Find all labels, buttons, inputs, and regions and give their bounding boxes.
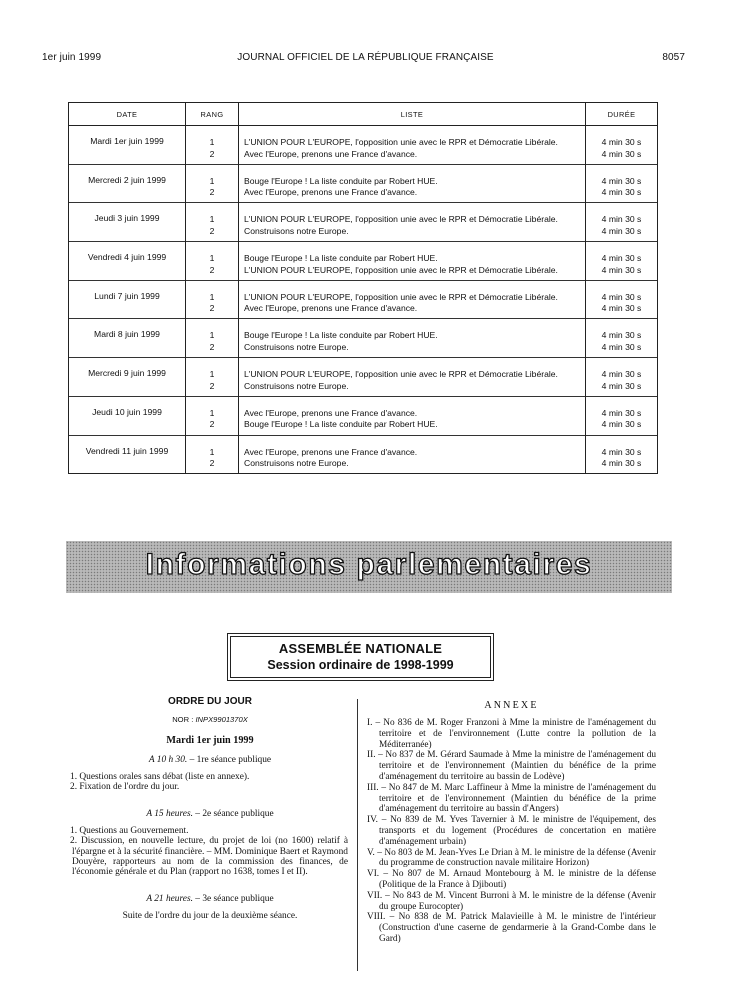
- table-row: [69, 396, 658, 435]
- date-cell: [69, 164, 186, 203]
- broadcast-date: Mercredi 2 juin 1999: [88, 174, 166, 185]
- table-row: [69, 203, 658, 242]
- session-name: Session ordinaire de 1998-1999: [267, 658, 454, 672]
- duration-value: 4 min 30 s: [601, 175, 642, 186]
- duration-value: 4 min 30 s: [601, 137, 642, 147]
- list-name: Avec l'Europe, prenons une France d'avance.: [244, 446, 418, 457]
- rank-value: 1: [209, 369, 215, 380]
- rang-cell: [186, 126, 239, 165]
- list-name: Avec l'Europe, prenons une France d'avance.: [244, 148, 418, 159]
- list-name: L'UNION POUR L'EUROPE, l'opposition unie avec le RPR et Démocratie Libérale.: [244, 369, 558, 380]
- list-name: Avec l'Europe, prenons une France d'avance.: [244, 407, 418, 418]
- duration-value: 4 min 30 s: [601, 253, 642, 264]
- liste-cell: [239, 396, 586, 435]
- annexe-item: II. – No 837 de M. Gérard Saumade à Mme la ministre de l'aménagement du territoire et de l'environnement (Maintien du bénéfice de la prime d'aménagement du territoire au bassin de Lodève): [367, 750, 656, 782]
- broadcast-date: Vendredi 11 juin 1999: [85, 445, 169, 456]
- broadcast-date: Vendredi 4 juin 1999: [87, 252, 167, 263]
- rank-value: 1: [209, 446, 215, 457]
- broadcast-date: Lundi 7 juin 1999: [94, 290, 160, 301]
- list-name: L'UNION POUR L'EUROPE, l'opposition unie avec le RPR et Démocratie Libérale.: [244, 137, 558, 147]
- assembly-heading-box: [230, 636, 491, 678]
- list-name: Avec l'Europe, prenons une France d'avance.: [244, 303, 418, 314]
- list-name: Construisons notre Europe.: [244, 380, 349, 391]
- rang-cell: [186, 319, 239, 358]
- rank-value: 2: [209, 419, 215, 430]
- table-row: [69, 242, 658, 281]
- date-cell: [69, 126, 186, 165]
- list-name: L'UNION POUR L'EUROPE, l'opposition unie avec le RPR et Démocratie Libérale.: [244, 264, 558, 275]
- agenda-title: ORDRE DU JOUR: [168, 696, 252, 707]
- rank-value: 2: [209, 264, 215, 275]
- duree-cell: [586, 358, 658, 397]
- duree-cell: [586, 319, 658, 358]
- duree-cell: [586, 203, 658, 242]
- table-row: [69, 164, 658, 203]
- duration-value: 4 min 30 s: [601, 187, 642, 198]
- duration-value: 4 min 30 s: [601, 458, 642, 468]
- banner-title: Informations parlementaires: [145, 548, 593, 581]
- duree-cell: [586, 242, 658, 281]
- session-1-label: – 1re séance publique: [189, 755, 272, 765]
- column-header-date: DATE: [69, 103, 186, 126]
- session-1-items: [72, 772, 348, 793]
- rank-value: 1: [209, 330, 215, 341]
- annexe-item: V. – No 803 de M. Jean-Yves Le Drian à M. le ministre de la défense (Avenir du programme de construction navale militaire Horizon): [367, 847, 656, 869]
- broadcast-date: Mardi 8 juin 1999: [94, 329, 160, 340]
- rang-cell: [186, 358, 239, 397]
- column-header-liste: LISTE: [239, 103, 586, 126]
- annexe-item: III. – No 847 de M. Marc Laffineur à Mme la ministre de l'aménagement du territoire et de l'environnement (Maintien du bénéfice de la prime d'aménagement du territoire au bassin d'Angers): [367, 782, 656, 815]
- list-name: L'UNION POUR L'EUROPE, l'opposition unie avec le RPR et Démocratie Libérale.: [244, 214, 558, 225]
- rank-value: 2: [209, 225, 215, 236]
- list-name: Bouge l'Europe ! La liste conduite par Robert HUE.: [244, 330, 438, 341]
- duration-value: 4 min 30 s: [601, 225, 642, 236]
- session-2-heading: [72, 809, 348, 819]
- session-1-heading: [72, 755, 348, 765]
- duration-value: 4 min 30 s: [601, 291, 642, 302]
- list-name: Construisons notre Europe.: [244, 458, 349, 468]
- rank-value: 2: [209, 303, 215, 314]
- rank-value: 1: [209, 407, 215, 418]
- rank-value: 2: [209, 148, 215, 159]
- rank-value: 1: [209, 214, 215, 225]
- column-header-rang: RANG: [186, 103, 239, 126]
- duration-value: 4 min 30 s: [601, 419, 642, 430]
- liste-cell: [239, 242, 586, 281]
- annexe-item: I. – No 836 de M. Roger Franzoni à Mme la ministre de l'aménagement du territoire et de l'environnement (Lutte contre la pollution de la Méditerranée): [367, 718, 656, 750]
- liste-cell: [239, 435, 586, 474]
- annexe-title: ANNEXE: [484, 700, 539, 711]
- rank-value: 2: [209, 341, 215, 352]
- rank-value: 2: [209, 187, 215, 198]
- assembly-name: ASSEMBLÉE NATIONALE: [278, 641, 443, 656]
- date-cell: [69, 435, 186, 474]
- rank-value: 1: [209, 253, 215, 264]
- rank-value: 1: [209, 137, 215, 147]
- table-row: [69, 280, 658, 319]
- session-1-time: A 10 h 30.: [148, 755, 188, 765]
- list-name: Construisons notre Europe.: [244, 341, 349, 352]
- column-header-duree: DURÉE: [586, 103, 658, 126]
- duree-cell: [586, 126, 658, 165]
- rang-cell: [186, 242, 239, 281]
- nor-reference: [72, 715, 348, 724]
- list-name: Avec l'Europe, prenons une France d'avance.: [244, 187, 418, 198]
- duree-cell: [586, 396, 658, 435]
- annexe-item: VI. – No 807 de M. Arnaud Montebourg à M. le ministre de la défense (Politique de la France à Djibouti): [367, 869, 656, 890]
- nor-label: NOR :: [172, 715, 194, 724]
- broadcast-date: Mercredi 9 juin 1999: [88, 368, 166, 379]
- duration-value: 4 min 30 s: [601, 330, 642, 341]
- duration-value: 4 min 30 s: [601, 341, 642, 352]
- session-3-label: – 3e séance publique: [195, 893, 274, 904]
- date-cell: [69, 203, 186, 242]
- session-3-time: A 21 heures.: [146, 893, 193, 904]
- table-row: [69, 358, 658, 397]
- session-2-time: A 15 heures.: [146, 808, 193, 819]
- annexe-item: VIII. – No 838 de M. Patrick Malavieille à M. le ministre de l'intérieur (Construction d'une caserne de gendarmerie à la Grand-Combe dans le Gard): [367, 912, 656, 944]
- duration-value: 4 min 30 s: [601, 380, 642, 391]
- table-row: [69, 435, 658, 474]
- duration-value: 4 min 30 s: [601, 369, 642, 380]
- liste-cell: [239, 319, 586, 358]
- liste-cell: [239, 203, 586, 242]
- list-name: Bouge l'Europe ! La liste conduite par Robert HUE.: [244, 175, 438, 186]
- duree-cell: [586, 435, 658, 474]
- duree-cell: [586, 164, 658, 203]
- table-header-row: [69, 103, 658, 126]
- annexe-item: VII. – No 843 de M. Vincent Burroni à M. le ministre de la défense (Avenir du groupe Eurocopter): [367, 890, 656, 912]
- session-2-label: – 2e séance publique: [195, 808, 274, 819]
- rang-cell: [186, 280, 239, 319]
- annexe-item: IV. – No 839 de M. Yves Tavernier à M. le ministre de l'équipement, des transports et du logement (Procédures de concertation en matière d'aménagement urbain): [367, 815, 656, 847]
- table-row: [69, 126, 658, 165]
- agenda-item: 1. Questions au Gouvernement.: [70, 825, 189, 836]
- rank-value: 1: [209, 175, 215, 186]
- duration-value: 4 min 30 s: [601, 264, 642, 275]
- date-cell: [69, 396, 186, 435]
- rank-value: 2: [209, 380, 215, 391]
- agenda-column: [72, 696, 348, 921]
- nor-code: INPX9901370X: [195, 715, 248, 724]
- session-3-heading: [72, 894, 348, 904]
- date-cell: [69, 242, 186, 281]
- agenda-item: 1. Questions orales sans débat (liste en annexe).: [70, 772, 250, 782]
- liste-cell: [239, 358, 586, 397]
- annexe-column: [367, 700, 656, 945]
- rang-cell: [186, 396, 239, 435]
- rank-value: 1: [209, 291, 215, 302]
- list-name: L'UNION POUR L'EUROPE, l'opposition unie avec le RPR et Démocratie Libérale.: [244, 291, 558, 302]
- duration-value: 4 min 30 s: [601, 148, 642, 159]
- rank-value: 2: [209, 458, 215, 468]
- broadcast-date: Jeudi 10 juin 1999: [92, 406, 162, 417]
- page-number: 8057: [662, 52, 685, 63]
- duree-cell: [586, 280, 658, 319]
- broadcast-date: Jeudi 3 juin 1999: [94, 213, 160, 224]
- liste-cell: [239, 280, 586, 319]
- list-name: Bouge l'Europe ! La liste conduite par Robert HUE.: [244, 419, 438, 430]
- table-body: [69, 126, 658, 474]
- broadcast-date: Mardi 1er juin 1999: [90, 136, 164, 146]
- section-banner: [66, 541, 672, 593]
- agenda-day: Mardi 1er juin 1999: [166, 735, 254, 746]
- liste-cell: [239, 164, 586, 203]
- column-divider: [357, 699, 358, 971]
- header-date: 1er juin 1999: [42, 52, 102, 63]
- duration-value: 4 min 30 s: [601, 407, 642, 418]
- broadcast-schedule-table: [68, 102, 658, 474]
- rang-cell: [186, 203, 239, 242]
- agenda-item: 2. Fixation de l'ordre du jour.: [70, 782, 180, 793]
- duration-value: 4 min 30 s: [601, 446, 642, 457]
- session-2-items: [72, 826, 348, 878]
- rang-cell: [186, 164, 239, 203]
- journal-title: JOURNAL OFFICIEL DE LA RÉPUBLIQUE FRANÇAISE: [237, 52, 494, 63]
- rang-cell: [186, 435, 239, 474]
- date-cell: [69, 319, 186, 358]
- table-row: [69, 319, 658, 358]
- list-name: Bouge l'Europe ! La liste conduite par Robert HUE.: [244, 253, 438, 264]
- date-cell: [69, 358, 186, 397]
- agenda-item: 2. Discussion, en nouvelle lecture, du projet de loi (no 1600) relatif à l'épargne et à la sécurité financière. – MM. Dominique Baert et Raymond Douyère, rapporteurs au nom de la commission des finances, de l'économie générale et du Plan (rapport no 1638, tomes I et II).: [70, 836, 348, 878]
- date-cell: [69, 280, 186, 319]
- session-3-text: Suite de l'ordre du jour de la deuxième séance.: [122, 910, 298, 921]
- liste-cell: [239, 126, 586, 165]
- duration-value: 4 min 30 s: [601, 214, 642, 225]
- list-name: Construisons notre Europe.: [244, 225, 349, 236]
- duration-value: 4 min 30 s: [601, 303, 642, 314]
